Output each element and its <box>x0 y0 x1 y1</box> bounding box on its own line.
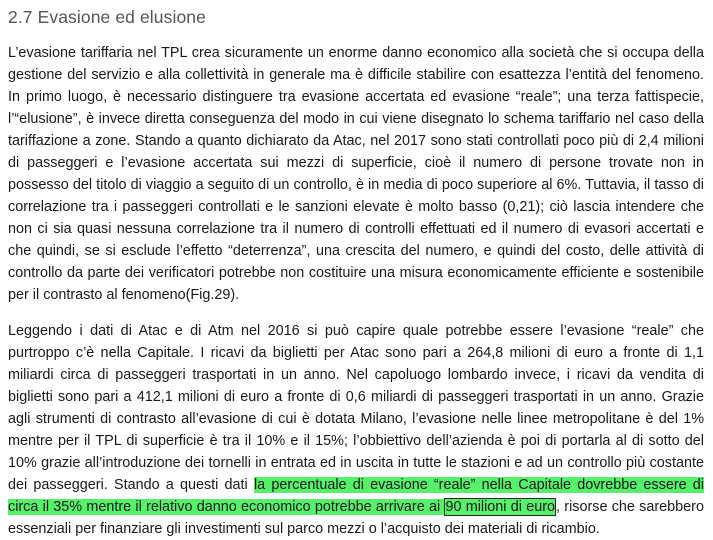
paragraph-dati-atac-atm <box>8 320 704 540</box>
section-heading: 2.7 Evasione ed elusione <box>8 7 206 27</box>
highlighted-text: la percentuale di evasione “reale” nella Capitale dovrebbe essere di circa il 35% mentre il relativo danno economico potrebbe arrivare ai <box>8 477 704 515</box>
highlighted-boxed-text: 90 milioni di euro <box>445 499 556 515</box>
paragraph-evasione-tariffaria: L’evasione tariffaria nel TPL crea sicuramente un enorme danno economico alla società che si occupa della gestione del servizio e alla collettività in generale ma è difficile stabilire con esattezza l’entità del fenomeno. In primo luogo, è necessario distinguere tra evasione accertata ed evasione “reale”; una terza fattispecie, l’“elusione”, è invece diretta conseguenza del modo in cui viene disegnato lo schema tariffario nel caso della tariffazione a zone. Stando a quanto dichiarato da Atac, nel 2017 sono stati controllati poco più di 2,4 milioni di passeggeri e l’evasione accertata sui mezzi di superficie, cioè il numero di persone trovate non in possesso del titolo di viaggio a seguito di un controllo, è in media di poco superiore al 6%. Tuttavia, il tasso di correlazione tra i passeggeri controllati e le sanzioni elevate è molto basso (0,21); ciò lascia intendere che non ci sia quasi nessuna correlazione tra il numero di controlli effettuati ed il numero di evasori accertati e che quindi, se si esclude l’effetto “deterrenza”, una crescita del numero, e quindi del costo, delle attività di controllo da parte dei verificatori potrebbe non costituire una misura economicamente efficiente e sostenibile per il contrasto al fenomeno(Fig.29). <box>8 45 704 303</box>
paragraph-text-after-highlight: , risorse che sarebbero essenziali per finanziare gli investimenti sul parco mezzi o l’acquisto dei materiali di ricambio. <box>8 499 704 537</box>
paragraph-text-before-highlight: Leggendo i dati di Atac e di Atm nel 2016 si può capire quale potrebbe essere l’evasione “reale” che purtroppo c’è nella Capitale. I ricavi da biglietti per Atac sono pari a 264,8 milioni di euro a fronte di 1,1 miliardi circa di passeggeri trasportati in un anno. Nel capoluogo lombardo invece, i ricavi da vendita di biglietti sono pari a 412,1 milioni di euro a fronte di 0,6 miliardi di passeggeri trasportati in un anno. Grazie agli strumenti di contrasto all’evasione di cui è dotata Milano, l’evasione nelle linee metropolitane è del 1% mentre per il TPL di superficie è tra il 10% e il 15%; l’obbiettivo dell’azienda è poi di portarla al di sotto del 10% grazie all’introduzione dei tornelli in entrata ed in uscita in tutte le stazioni e ad un controllo più costante dei passeggeri. Stando a questi dati <box>8 323 704 493</box>
